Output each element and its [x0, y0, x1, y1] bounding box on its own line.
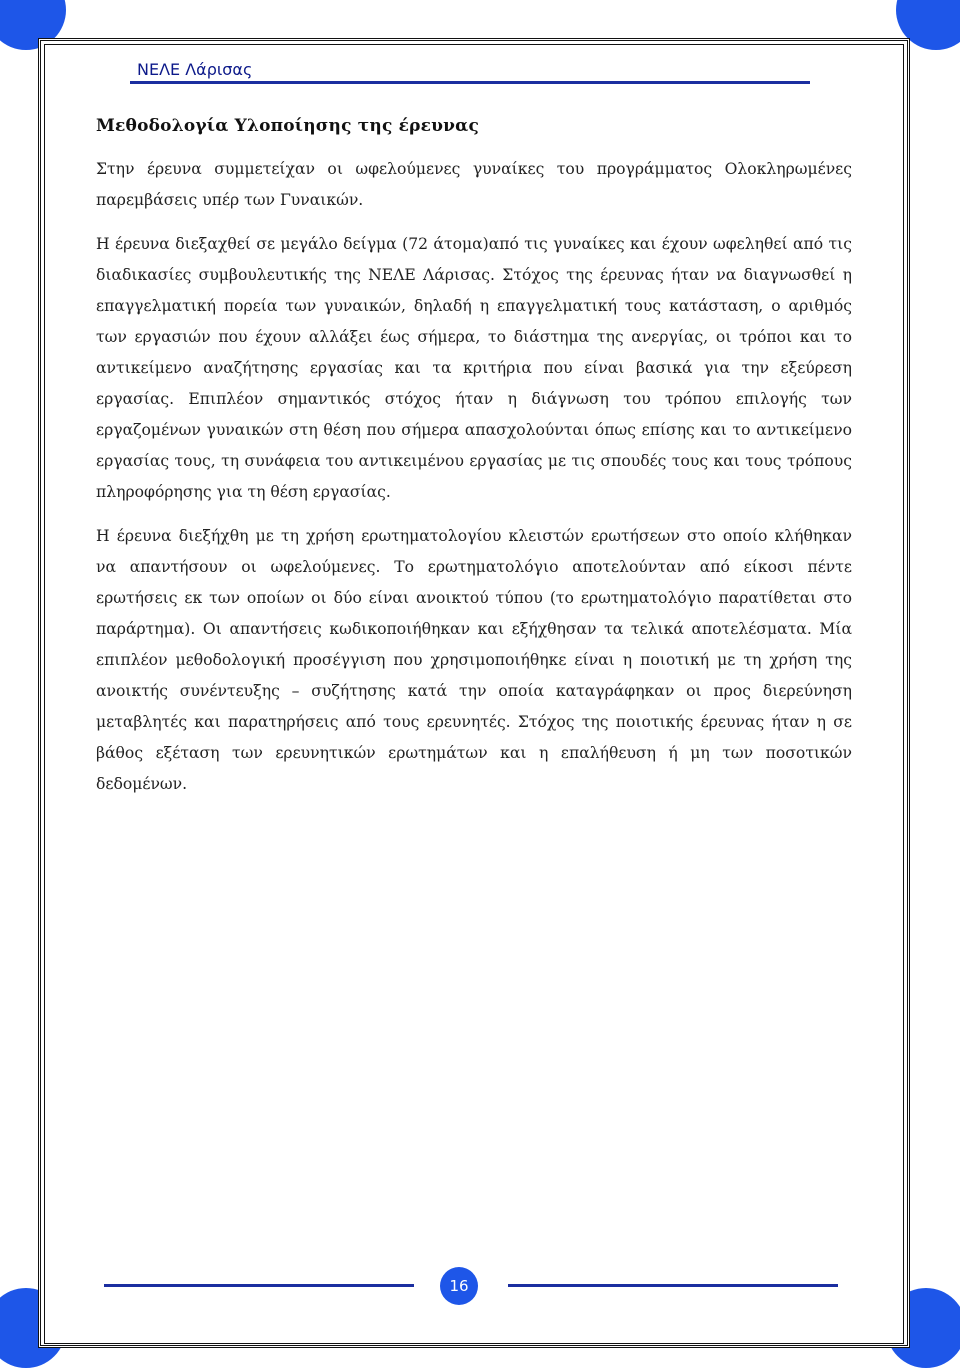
section-heading: Μεθοδολογία Υλοποίησης της έρευνας — [96, 116, 480, 136]
footer-rule-left — [104, 1284, 414, 1287]
page-number-badge: 16 — [440, 1267, 478, 1305]
header-title: ΝΕΛΕ Λάρισας — [137, 60, 253, 79]
paragraph-1: Στην έρευνα συμμετείχαν οι ωφελούμενες γυναίκες του προγράμματος Ολοκληρωμένες παρεμβάσεις υπέρ των Γυναικών. — [96, 160, 852, 209]
header-rule — [130, 81, 810, 84]
main-content — [96, 116, 852, 813]
paragraph-3: Η έρευνα διεξήχθη με τη χρήση ερωτηματολογίου κλειστών ερωτήσεων στο οποίο κλήθηκαν να απαντήσουν οι ωφελούμενες. Το ερωτηματολόγιο αποτελούνταν από είκοσι πέντε ερωτήσεις εκ των οποίων οι δύο είναι ανοικτού τύπου (το ερωτηματολόγιο παρατίθεται στο παράρτημα). Οι απαντήσεις κωδικοποιήθηκαν και εξήχθησαν τα τελικά αποτελέσματα. Μία επιπλέον μεθοδολογική προσέγγιση που χρησιμοποιήθηκε είναι η ποιοτική με τη χρήση της ανοικτής συνέντευξης – συζήτησης κατά την οποία καταγράφηκαν οι προς διερεύνηση μεταβλητές και παρατηρήσεις από τους ερευνητές. Στόχος της ποιοτικής έρευνας ήταν η σε βάθος εξέταση των ερευνητικών ερωτημάτων και η επαλήθευση ή μη των ποσοτικών δεδομένων. — [96, 527, 852, 793]
paragraph-2: Η έρευνα διεξαχθεί σε μεγάλο δείγμα (72 άτομα)από τις γυναίκες και έχουν ωφεληθεί από τις διαδικασίες συμβουλευτικής της ΝΕΛΕ Λάρισας. Στόχος της έρευνας ήταν να διαγνωσθεί η επαγγελματική πορεία των γυναικών, δηλαδή η επαγγελματική τους κατάσταση, ο αριθμός των εργασιών που έχουν αλλάξει έως σήμερα, το διάστημα της ανεργίας, οι τρόποι και το αντικείμενο αναζήτησης εργασίας και τα κριτήρια που είναι βασικά για την εξεύρεση εργασίας. Επιπλέον σημαντικός στόχος ήταν η διάγνωση του τρόπου επιλογής των εργαζομένων γυναικών στη θέση που σήμερα απασχολούνται όπως επίσης και το αντικείμενο εργασίας τους, τη συνάφεια του αντικειμένου εργασίας με τις σπουδές τους και τους τρόπους πληροφόρησης για τη θέση εργασίας. — [96, 235, 852, 501]
footer-rule-right — [508, 1284, 838, 1287]
